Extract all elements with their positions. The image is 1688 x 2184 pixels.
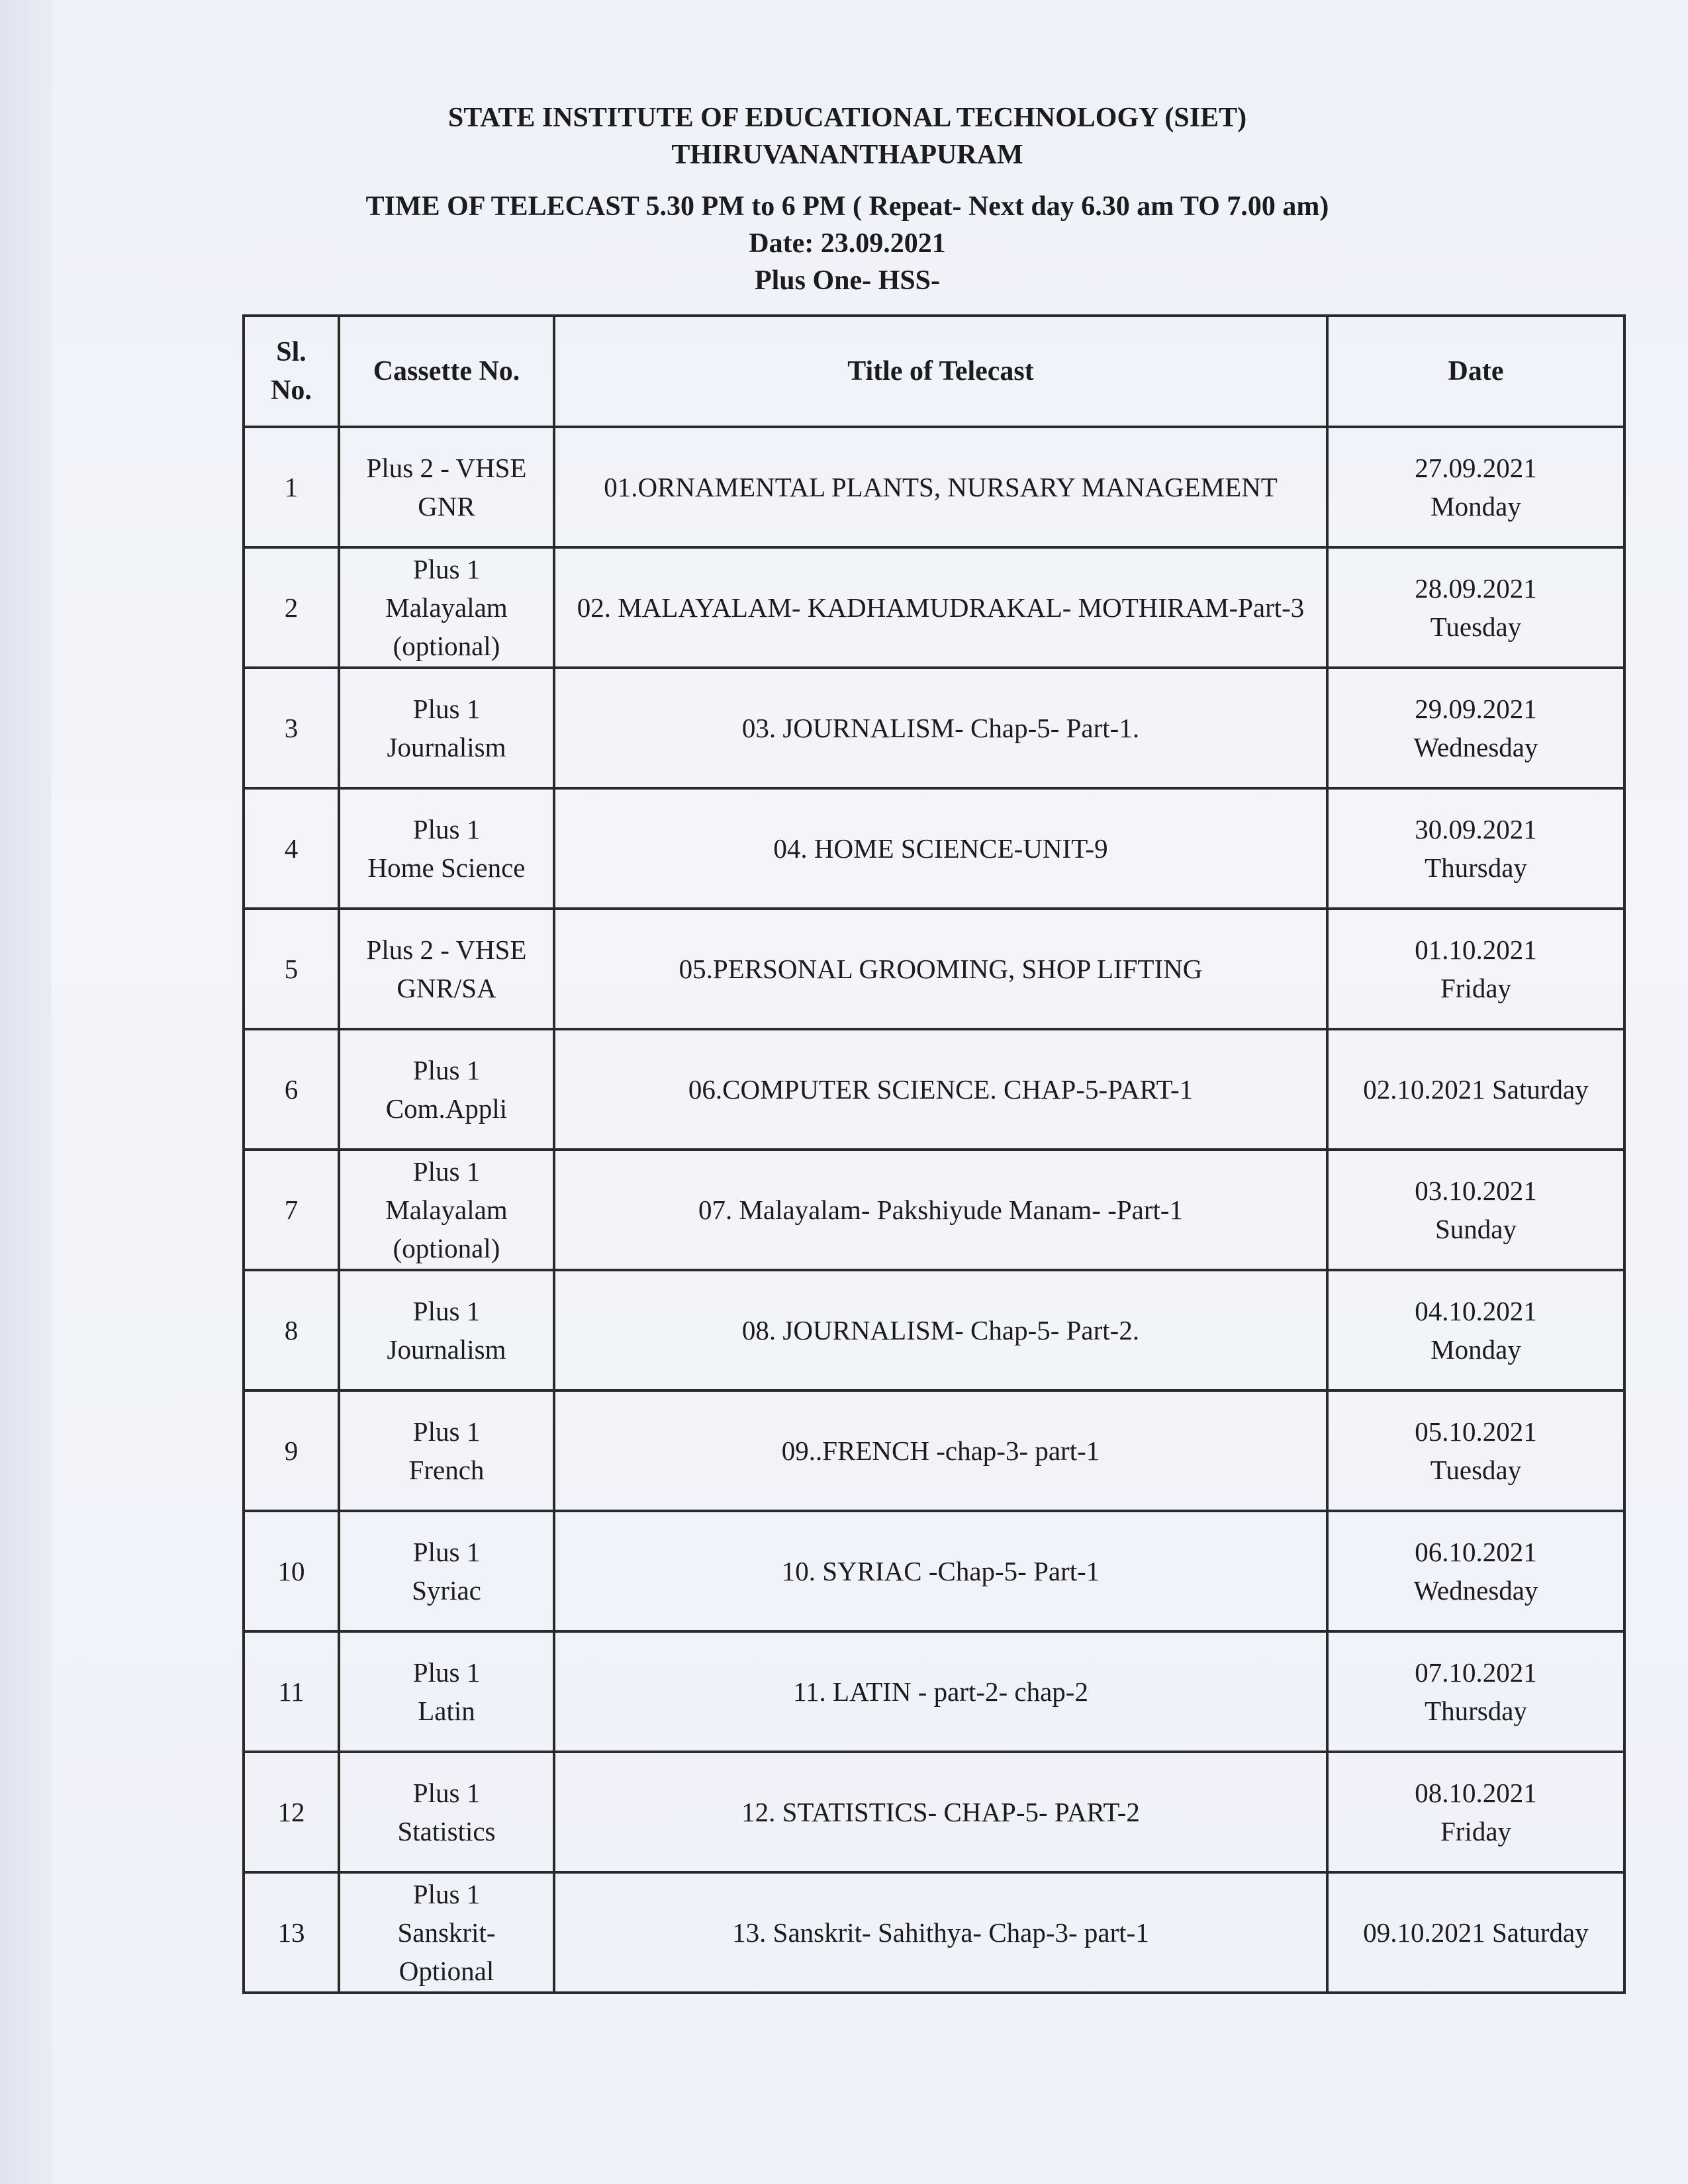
cell-date xyxy=(1327,668,1624,788)
cell-sl-no: 6 xyxy=(244,1029,339,1150)
cell-sl-no: 7 xyxy=(244,1150,339,1270)
cell-cassette-no xyxy=(339,1270,554,1390)
cell-date xyxy=(1327,1270,1624,1390)
document-date: Date: 23.09.2021 xyxy=(749,228,946,259)
cassette-line: Plus 1 xyxy=(412,814,481,844)
date-line: 06.10.2021 xyxy=(1415,1537,1537,1567)
date-line: 05.10.2021 xyxy=(1415,1416,1537,1447)
cell-sl-no: 5 xyxy=(244,909,339,1029)
table-body xyxy=(244,427,1624,1993)
cassette-line: Plus 1 xyxy=(412,1657,481,1688)
cassette-line: Plus 1 xyxy=(412,1416,481,1447)
cell-cassette-no xyxy=(339,788,554,909)
cassette-line: Latin xyxy=(418,1696,475,1726)
cassette-line: Plus 2 - VHSE xyxy=(366,453,527,483)
table-row xyxy=(244,1872,1624,1993)
cell-sl-no: 3 xyxy=(244,668,339,788)
date-line: Sunday xyxy=(1435,1214,1517,1244)
page-edge-shadow xyxy=(0,0,52,2184)
table-row xyxy=(244,1390,1624,1511)
date-line: Tuesday xyxy=(1430,1455,1522,1485)
cell-cassette-no xyxy=(339,1752,554,1872)
table-row xyxy=(244,1752,1624,1872)
cell-sl-no: 9 xyxy=(244,1390,339,1511)
cell-cassette-no xyxy=(339,1511,554,1631)
cell-date xyxy=(1327,1150,1624,1270)
cell-sl-no: 8 xyxy=(244,1270,339,1390)
document-header xyxy=(245,99,1450,299)
cell-date xyxy=(1327,547,1624,668)
cell-title: 12. STATISTICS- CHAP-5- PART-2 xyxy=(554,1752,1327,1872)
cassette-line: Plus 1 xyxy=(412,554,481,584)
header-cassette-no: Cassette No. xyxy=(339,316,554,427)
cassette-line: Optional xyxy=(399,1956,494,1986)
institution-city: THIRUVANANTHAPURAM xyxy=(671,140,1023,170)
table-row xyxy=(244,427,1624,547)
header-sl-no: Sl. No. xyxy=(244,316,339,427)
date-line: 30.09.2021 xyxy=(1415,814,1537,844)
header-date: Date xyxy=(1327,316,1624,427)
table-row xyxy=(244,788,1624,909)
date-line: Friday xyxy=(1440,1816,1512,1846)
cassette-line: Journalism xyxy=(387,1334,506,1365)
cell-date xyxy=(1327,909,1624,1029)
date-line: 03.10.2021 xyxy=(1415,1175,1537,1206)
cassette-line: Statistics xyxy=(397,1816,496,1846)
cell-cassette-no xyxy=(339,427,554,547)
cell-date xyxy=(1327,1390,1624,1511)
cassette-line: Plus 2 - VHSE xyxy=(366,934,527,965)
cassette-line: Plus 1 xyxy=(412,1537,481,1567)
cell-title: 02. MALAYALAM- KADHAMUDRAKAL- MOTHIRAM-Part-3 xyxy=(554,547,1327,668)
cell-title: 06.COMPUTER SCIENCE. CHAP-5-PART-1 xyxy=(554,1029,1327,1150)
table-row xyxy=(244,909,1624,1029)
table-row xyxy=(244,1270,1624,1390)
cell-title: 10. SYRIAC -Chap-5- Part-1 xyxy=(554,1511,1327,1631)
telecast-time: TIME OF TELECAST 5.30 PM to 6 PM ( Repeat- Next day 6.30 am TO 7.00 am) xyxy=(365,191,1329,222)
cell-cassette-no xyxy=(339,547,554,668)
cassette-line: Plus 1 xyxy=(412,1296,481,1326)
cassette-line: Plus 1 xyxy=(412,1778,481,1808)
cassette-line: GNR/SA xyxy=(397,973,496,1003)
cell-cassette-no xyxy=(339,1029,554,1150)
cassette-line: Plus 1 xyxy=(412,1156,481,1187)
cell-title: 05.PERSONAL GROOMING, SHOP LIFTING xyxy=(554,909,1327,1029)
institution-name: STATE INSTITUTE OF EDUCATIONAL TECHNOLOGY (SIET) xyxy=(447,103,1247,133)
date-line: Wednesday xyxy=(1413,1575,1538,1606)
header-title: Title of Telecast xyxy=(554,316,1327,427)
table-row xyxy=(244,1029,1624,1150)
cell-title: 01.ORNAMENTAL PLANTS, NURSARY MANAGEMENT xyxy=(554,427,1327,547)
cassette-line: (optional) xyxy=(393,631,500,661)
cassette-line: French xyxy=(408,1455,485,1485)
cell-sl-no: 10 xyxy=(244,1511,339,1631)
cell-title: 11. LATIN - part-2- chap-2 xyxy=(554,1631,1327,1752)
date-line: 01.10.2021 xyxy=(1415,934,1537,965)
cell-date xyxy=(1327,1752,1624,1872)
cell-date xyxy=(1327,1631,1624,1752)
cell-date xyxy=(1327,1029,1624,1150)
cassette-line: (optional) xyxy=(393,1233,500,1263)
cell-title: 13. Sanskrit- Sahithya- Chap-3- part-1 xyxy=(554,1872,1327,1993)
date-line: Tuesday xyxy=(1430,612,1522,642)
table-row xyxy=(244,1631,1624,1752)
cassette-line: Syriac xyxy=(412,1575,481,1606)
cell-title: 09..FRENCH -chap-3- part-1 xyxy=(554,1390,1327,1511)
table-row xyxy=(244,547,1624,668)
cassette-line: Com.Appli xyxy=(385,1093,508,1124)
cell-cassette-no xyxy=(339,668,554,788)
cell-title: 08. JOURNALISM- Chap-5- Part-2. xyxy=(554,1270,1327,1390)
date-line: Monday xyxy=(1430,1334,1521,1365)
cell-title: 03. JOURNALISM- Chap-5- Part-1. xyxy=(554,668,1327,788)
date-line: Thursday xyxy=(1425,852,1527,883)
cell-sl-no: 1 xyxy=(244,427,339,547)
cell-cassette-no xyxy=(339,1631,554,1752)
cell-date xyxy=(1327,1511,1624,1631)
date-line: 28.09.2021 xyxy=(1415,573,1537,604)
cassette-line: Plus 1 xyxy=(412,1879,481,1909)
cell-title: 04. HOME SCIENCE-UNIT-9 xyxy=(554,788,1327,909)
telecast-schedule-table xyxy=(242,314,1626,1994)
cell-cassette-no xyxy=(339,1872,554,1993)
cell-date xyxy=(1327,427,1624,547)
cell-date xyxy=(1327,788,1624,909)
table-row xyxy=(244,1511,1624,1631)
date-line: Wednesday xyxy=(1413,732,1538,762)
date-line: 07.10.2021 xyxy=(1415,1657,1537,1688)
date-line: 04.10.2021 xyxy=(1415,1296,1537,1326)
cell-sl-no: 13 xyxy=(244,1872,339,1993)
cassette-line: Plus 1 xyxy=(412,1055,481,1085)
cassette-line: Sanskrit- xyxy=(397,1917,496,1948)
cell-sl-no: 12 xyxy=(244,1752,339,1872)
table-header-row xyxy=(244,316,1624,427)
date-line: Thursday xyxy=(1425,1696,1527,1726)
cassette-line: GNR xyxy=(418,491,475,522)
cell-cassette-no xyxy=(339,1150,554,1270)
date-line: 27.09.2021 xyxy=(1415,453,1537,483)
cassette-line: Journalism xyxy=(387,732,506,762)
date-line: Friday xyxy=(1440,973,1512,1003)
cell-date xyxy=(1327,1872,1624,1993)
cell-cassette-no xyxy=(339,1390,554,1511)
cell-sl-no: 11 xyxy=(244,1631,339,1752)
date-line: 02.10.2021 Saturday xyxy=(1363,1074,1589,1105)
cell-cassette-no xyxy=(339,909,554,1029)
cassette-line: Malayalam xyxy=(385,1195,508,1225)
table-row xyxy=(244,1150,1624,1270)
cassette-line: Plus 1 xyxy=(412,694,481,724)
cell-sl-no: 2 xyxy=(244,547,339,668)
date-line: Monday xyxy=(1430,491,1521,522)
table-row xyxy=(244,668,1624,788)
cassette-line: Malayalam xyxy=(385,592,508,623)
date-line: 29.09.2021 xyxy=(1415,694,1537,724)
program-name: Plus One- HSS- xyxy=(754,265,941,296)
date-line: 09.10.2021 Saturday xyxy=(1363,1917,1589,1948)
date-line: 08.10.2021 xyxy=(1415,1778,1537,1808)
cassette-line: Home Science xyxy=(367,852,526,883)
cell-title: 07. Malayalam- Pakshiyude Manam- -Part-1 xyxy=(554,1150,1327,1270)
cell-sl-no: 4 xyxy=(244,788,339,909)
